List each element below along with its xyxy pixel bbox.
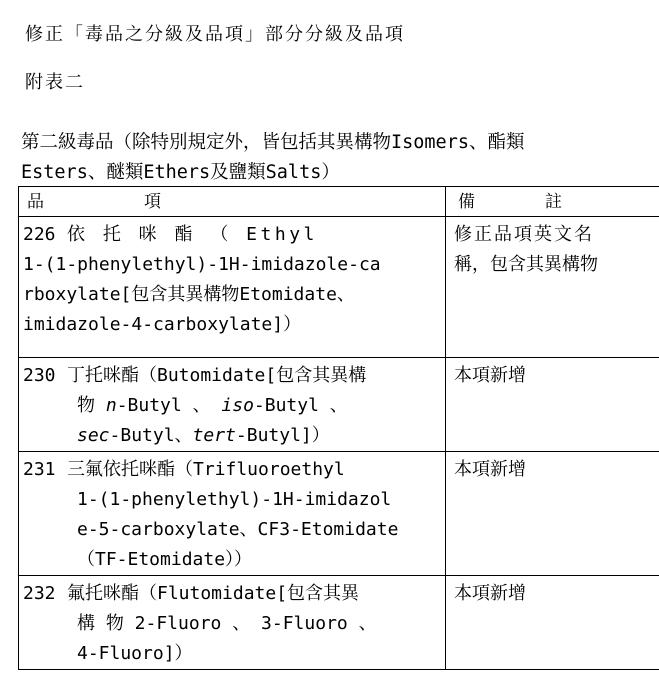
item-text-line: e-5-carboxylate、CF3-Etomidate xyxy=(77,519,399,540)
item-text-line: 三氟依托咪酯（Trifluoroethyl xyxy=(67,459,345,480)
table-row xyxy=(19,358,659,452)
table-header-row xyxy=(19,187,659,217)
document-title: 修正「毒品之分級及品項」部分分級及品項 xyxy=(25,24,405,45)
header-item-char1: 品 xyxy=(27,192,44,212)
table-row xyxy=(19,576,659,670)
item-text-line: 氟托咪酯（Flutomidate[包含其異 xyxy=(67,583,360,604)
table-row xyxy=(19,217,659,358)
item-cell xyxy=(19,358,446,452)
item-text-line: imidazole-4-carboxylate]） xyxy=(23,314,302,335)
item-text-line: 構 物 2-Fluoro 、 3-Fluoro 、 xyxy=(77,613,377,634)
item-cell xyxy=(19,452,446,576)
table-row xyxy=(19,452,659,576)
note-cell xyxy=(446,452,659,576)
header-note-char1: 備 xyxy=(458,192,475,212)
section-heading-line1: 第二級毒品（除特別規定外，皆包括其異構物Isomers、酯類 xyxy=(21,132,525,153)
note-cell xyxy=(446,217,659,358)
drug-schedule-table xyxy=(18,186,659,670)
item-number: 231 xyxy=(23,459,56,480)
item-text-line: 物 n-Butyl 、 iso-Butyl 、 xyxy=(77,395,348,416)
note-cell xyxy=(446,358,659,452)
header-note xyxy=(446,187,659,217)
section-heading-line2: Esters、醚類Ethers及鹽類Salts） xyxy=(21,162,340,183)
item-text-line: 1-(1-phenylethyl)-1H-imidazol xyxy=(77,489,392,510)
item-number: 226 xyxy=(23,224,56,245)
note-line: 本項新增 xyxy=(454,583,526,604)
item-text-line: 4-Fluoro]） xyxy=(77,643,193,664)
item-cell xyxy=(19,217,446,358)
header-item xyxy=(19,187,446,217)
note-line: 本項新增 xyxy=(454,459,526,480)
item-text-line: 1-(1-phenylethyl)-1H-imidazole-ca xyxy=(23,254,381,275)
item-cell xyxy=(19,576,446,670)
header-item-char2: 項 xyxy=(144,192,161,212)
note-line: 修正品項英文名 xyxy=(454,224,594,245)
item-text-line: sec-Butyl、tert-Butyl]） xyxy=(77,425,330,446)
header-note-char2: 註 xyxy=(545,192,562,212)
note-line: 本項新增 xyxy=(454,365,526,386)
item-text-line: （TF-Etomidate）） xyxy=(77,549,253,570)
item-text-line: rboxylate[包含其異構物Etomidate、 xyxy=(23,284,355,305)
item-number: 230 xyxy=(23,365,56,386)
item-text-line: 丁托咪酯（Butomidate[包含其異構 xyxy=(67,365,367,386)
note-line: 稱，包含其異構物 xyxy=(454,254,598,275)
appendix-label: 附表二 xyxy=(25,72,85,93)
note-cell xyxy=(446,576,659,670)
item-text-line: 依 托 咪 酯 （ Ethyl xyxy=(67,224,318,245)
item-number: 232 xyxy=(23,583,56,604)
